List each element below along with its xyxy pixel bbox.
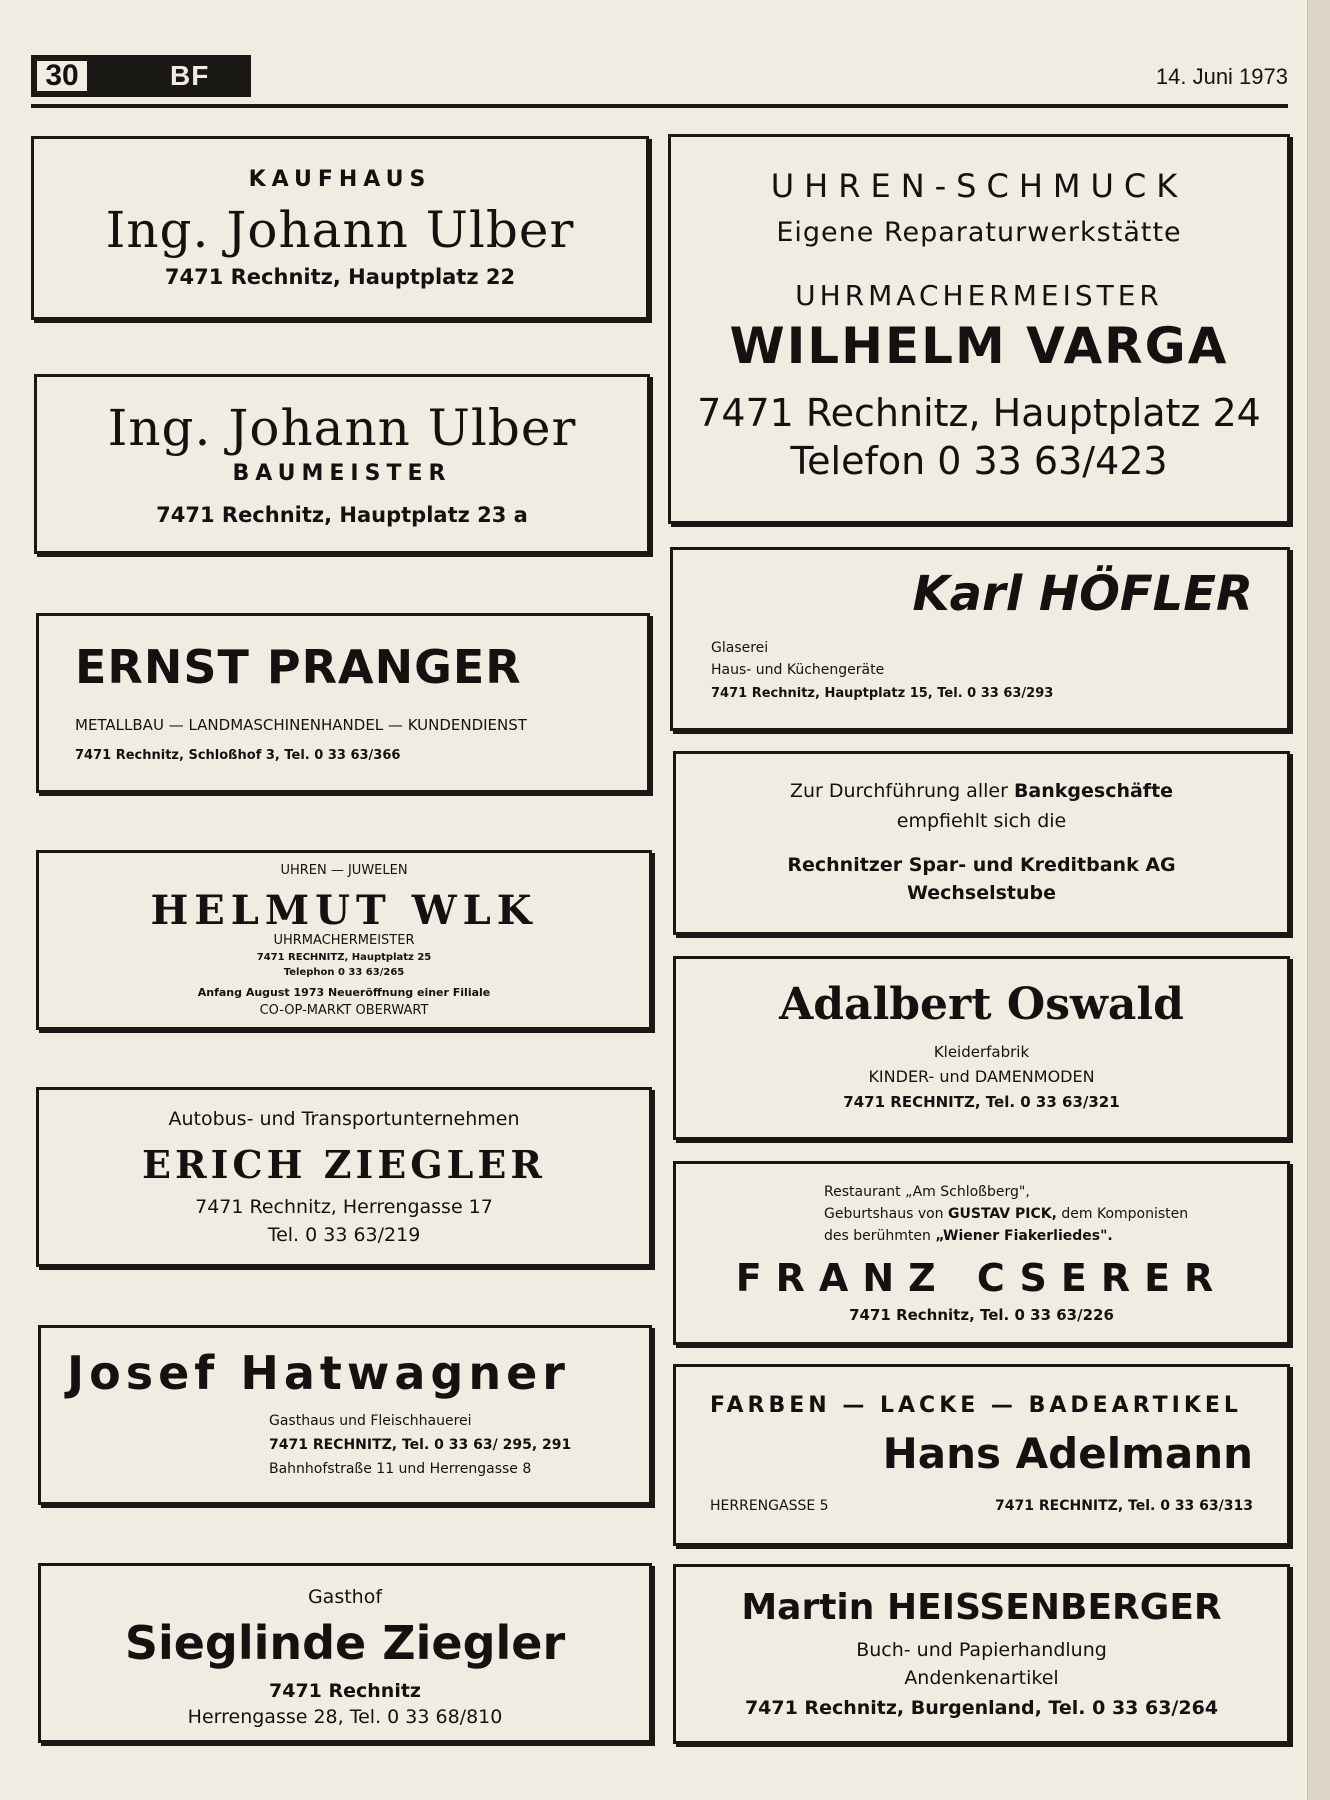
ad-wlk	[36, 850, 652, 1030]
header-rule	[31, 104, 1288, 108]
ad-kicker: FARBEN — LACKE — BADEARTIKEL	[710, 1393, 1242, 1418]
ad-line1: Restaurant „Am Schloßberg",	[824, 1184, 1030, 1200]
ad-name-first: Martin	[741, 1587, 875, 1628]
ad-products: Haus- und Küchengeräte	[711, 662, 885, 678]
ad-note: Anfang August 1973 Neueröffnung einer Filiale	[197, 986, 491, 999]
ad-role: BAUMEISTER	[232, 461, 452, 486]
ad-phone: Tel. 0 33 63/219	[267, 1224, 421, 1246]
ad-name: Adalbert Oswald	[779, 979, 1184, 1030]
ad-business: Glaserei	[711, 640, 769, 656]
ad-name: Hans Adelmann	[882, 1429, 1253, 1478]
ad-kicker: Gasthof	[307, 1586, 383, 1608]
ad-hoefler	[670, 547, 1290, 731]
ad-name: Karl HÖFLER	[912, 566, 1253, 622]
ad-line3-bold: „Wiener Fiakerliedes".	[935, 1228, 1113, 1244]
ad-address: 7471 Rechnitz, Hauptplatz 24	[697, 391, 1261, 435]
ad-name: WILHELM VARGA	[729, 317, 1229, 375]
ad-address: 7471 Rechnitz, Hauptplatz 22	[164, 265, 516, 289]
ad-sub: Wechselstube	[906, 882, 1057, 904]
ad-phone: Telefon 0 33 63/423	[790, 439, 1168, 483]
ad-line2: Eigene Reparaturwerkstätte	[776, 217, 1182, 248]
ad-line2: Andenkenartikel	[904, 1667, 1059, 1689]
ad-line1-bold: Bankgeschäfte	[1013, 780, 1174, 802]
ad-kicker: Autobus- und Transportunternehmen	[168, 1108, 520, 1130]
ad-cserer	[673, 1161, 1290, 1345]
ad-branch: CO-OP-MARKT OBERWART	[259, 1003, 429, 1018]
ad-heissenberger	[673, 1564, 1290, 1744]
ad-kicker: KAUFHAUS	[248, 167, 432, 192]
ad-name: Josef Hatwagner	[67, 1346, 570, 1400]
ad-line2-text: Geburtshaus von	[824, 1206, 949, 1222]
ad-address: 7471 RECHNITZ, Hauptplatz 25	[256, 952, 432, 963]
ad-line1: Buch- und Papierhandlung	[856, 1639, 1107, 1661]
ad-role: UHRMACHERMEISTER	[795, 279, 1163, 312]
ad-line2-bold: GUSTAV PICK,	[948, 1206, 1057, 1222]
ad-contact: 7471 RECHNITZ, Tel. 0 33 63/ 295, 291	[269, 1437, 572, 1453]
ad-name	[676, 1587, 1287, 1628]
ad-name: ERICH ZIEGLER	[142, 1142, 546, 1187]
ad-products: KINDER- und DAMENMODEN	[868, 1067, 1095, 1086]
ad-bank-name: Rechnitzer Spar- und Kreditbank AG	[787, 854, 1176, 876]
page-number: 30	[34, 58, 90, 94]
ad-name: HELMUT WLK	[150, 887, 538, 934]
ad-adelmann	[673, 1364, 1290, 1546]
ad-role: UHRMACHERMEISTER	[273, 933, 415, 948]
ad-address: 7471 Rechnitz, Tel. 0 33 63/226	[849, 1306, 1114, 1324]
ad-line1	[676, 780, 1287, 802]
ad-line3-text: des berühmten	[824, 1228, 936, 1244]
ad-name: Sieglinde Ziegler	[124, 1616, 566, 1670]
ad-kicker: UHREN — JUWELEN	[280, 863, 408, 878]
ad-ulber-kaufhaus	[31, 136, 649, 320]
ad-hatwagner	[38, 1325, 652, 1505]
ad-address: 7471 Rechnitz, Hauptplatz 23 a	[156, 503, 528, 527]
ad-address: Herrengasse 28, Tel. 0 33 68/810	[187, 1706, 503, 1728]
ad-contact: 7471 RECHNITZ, Tel. 0 33 63/313	[995, 1498, 1253, 1514]
ad-ulber-baumeister	[34, 374, 650, 554]
ad-city: 7471 Rechnitz	[269, 1680, 421, 1702]
ad-line2-suffix: dem Komponisten	[1056, 1206, 1189, 1222]
ad-street: HERRENGASSE 5	[710, 1498, 829, 1514]
issue-date: 14. Juni 1973	[1155, 64, 1288, 89]
ad-address: 7471 Rechnitz, Schloßhof 3, Tel. 0 33 63/366	[75, 748, 401, 763]
ad-bank	[673, 751, 1290, 935]
ad-varga	[668, 134, 1290, 524]
ad-address: 7471 Rechnitz, Burgenland, Tel. 0 33 63/264	[744, 1697, 1219, 1719]
ad-line1: UHREN-SCHMUCK	[770, 167, 1188, 205]
ad-name: ERNST PRANGER	[75, 640, 522, 694]
ad-address: 7471 Rechnitz, Herrengasse 17	[195, 1196, 493, 1218]
ad-business: Kleiderfabrik	[933, 1043, 1030, 1061]
ad-name-last: HEISSENBERGER	[886, 1587, 1222, 1628]
ad-line1-text: Zur Durchführung aller	[789, 780, 1014, 802]
ad-name: Ing. Johann Ulber	[105, 201, 575, 259]
ad-line2: empfiehlt sich die	[896, 810, 1067, 832]
ad-pranger	[36, 613, 650, 793]
ad-oswald	[673, 956, 1290, 1140]
ad-phone: Telephon 0 33 63/265	[283, 967, 405, 978]
ad-line3	[824, 1228, 1113, 1244]
ad-address: 7471 RECHNITZ, Tel. 0 33 63/321	[843, 1093, 1120, 1111]
ad-name: FRANZ CSERER	[735, 1256, 1228, 1300]
ad-name: Ing. Johann Ulber	[107, 399, 577, 457]
ad-line2	[824, 1206, 1188, 1222]
ad-business: Gasthaus und Fleischhauerei	[269, 1413, 472, 1429]
ad-services: METALLBAU — LANDMASCHINENHANDEL — KUNDENDIENST	[75, 716, 527, 734]
ad-address: 7471 Rechnitz, Hauptplatz 15, Tel. 0 33 63/293	[711, 686, 1054, 701]
publication-brand: BF	[170, 60, 210, 91]
ad-ziegler-sieglinde	[38, 1563, 652, 1743]
page-edge	[1307, 0, 1330, 1800]
ad-address: Bahnhofstraße 11 und Herrengasse 8	[269, 1461, 532, 1477]
ad-ziegler-erich	[36, 1087, 652, 1267]
